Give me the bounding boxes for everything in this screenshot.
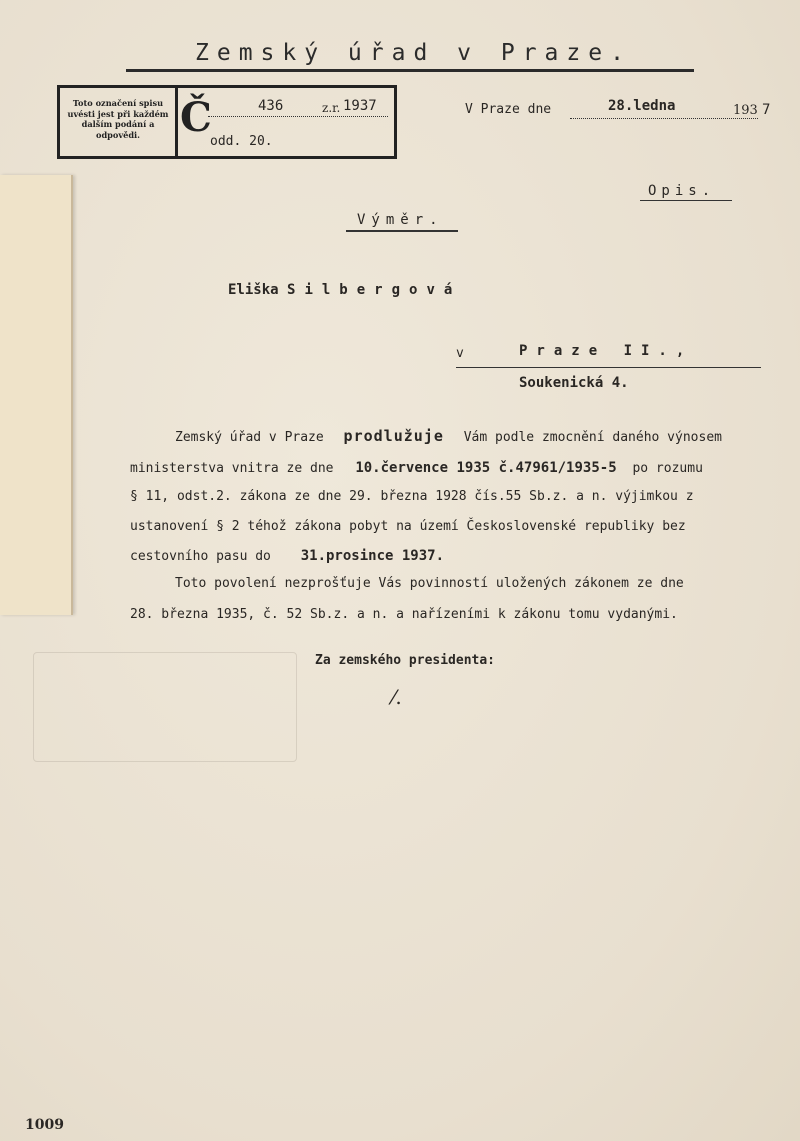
date-year-prefix: 193	[733, 103, 758, 118]
reference-zn-label: z.r.	[322, 101, 341, 115]
faint-stamp-imprint	[33, 652, 297, 762]
copy-mark-underline	[640, 200, 732, 201]
recipient-name	[228, 282, 461, 298]
body-line-5-start: cestovního pasu do	[130, 549, 271, 564]
reference-year-suffix: 7	[368, 98, 377, 114]
reference-year-prefix: 193	[343, 98, 369, 114]
body-line-2-end: po rozumu	[632, 461, 703, 476]
body-line-7: 28. března 1935, č. 52 Sb.z. a n. a nařízeními k zákonu tomu vydanými.	[130, 607, 678, 622]
address-street: Soukenická 4.	[519, 375, 629, 391]
body-line-3: § 11, odst.2. zákona ze dne 29. března 1928 čís.55 Sb.z. a n. výjimkou z	[130, 489, 694, 504]
body-line-1-end: Vám podle zmocnění daného výnosem	[463, 430, 722, 445]
address-underline	[456, 367, 761, 368]
signature-mark: ⁄.	[392, 685, 402, 709]
copy-mark: Opis.	[648, 183, 716, 199]
reference-letter: Č	[180, 94, 212, 141]
reference-box	[57, 85, 397, 159]
address-city: Praze II.,	[519, 343, 694, 359]
date-dotline	[570, 118, 758, 119]
reference-department: odd. 20.	[210, 134, 273, 149]
date-year-suffix: 7	[761, 102, 771, 118]
attached-sheet-edge	[0, 175, 73, 615]
reference-divider	[175, 88, 178, 156]
permit-end-date: 31.prosince 1937.	[300, 548, 445, 564]
date-label: V Praze dne	[465, 102, 552, 117]
heading-underline	[126, 69, 694, 72]
reference-year	[343, 98, 377, 114]
body-line-6: Toto povolení nezprošťuje Vás povinností uložených zákonem ze dne	[175, 576, 684, 591]
body-line-5	[130, 548, 444, 565]
office-heading: Zemský úřad v Praze.	[195, 40, 632, 66]
date-day: 28.ledna	[608, 98, 676, 114]
reference-dotline	[208, 116, 388, 117]
ministry-decree-ref: 10.července 1935 č.47961/1935-5	[355, 460, 617, 476]
recipient-first-name: Eliška	[228, 282, 279, 298]
address-prefix: v	[456, 346, 464, 361]
reference-note: Toto označení spisu uvésti jest při každém dalším podání a odpovědi.	[67, 98, 169, 140]
body-line-1-start: Zemský úřad v Praze	[175, 430, 324, 445]
body-line-2-start: ministerstva vnitra ze dne	[130, 461, 334, 476]
document-title-underline	[346, 230, 458, 232]
date-year	[733, 102, 770, 118]
document-title: Výměr.	[357, 212, 444, 228]
signoff: Za zemského presidenta:	[315, 653, 496, 668]
body-line-1	[175, 428, 722, 446]
body-line-2	[130, 460, 703, 477]
body-line-4: ustanovení § 2 téhož zákona pobyt na území Československé republiky bez	[130, 519, 686, 534]
reference-number: 436	[258, 98, 284, 114]
recipient-last-name: Silbergová	[287, 282, 462, 298]
page-number: 1009	[25, 1117, 64, 1133]
body-verb: prodlužuje	[343, 427, 444, 445]
